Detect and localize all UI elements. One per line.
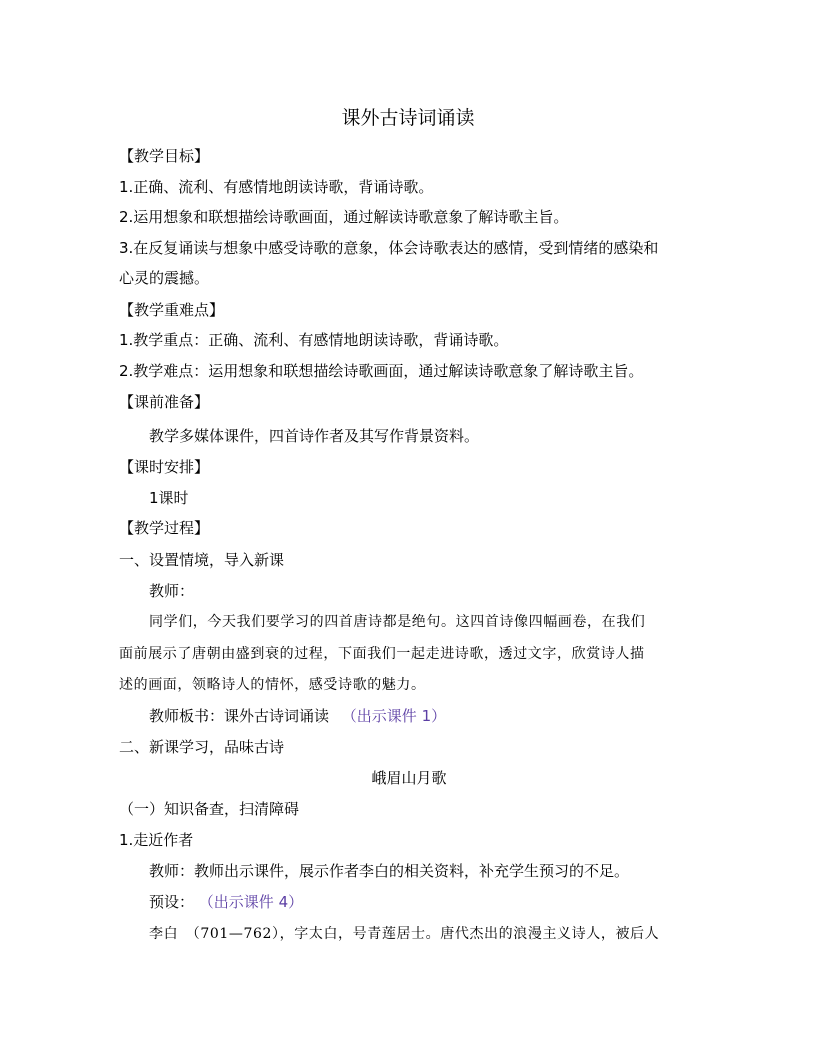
intro-line-3: 述的画面，领略诗人的情怀，感受诗歌的魅力。 [119, 677, 426, 693]
intro-line-1: 同学们，今天我们要学习的四首唐诗都是绝句。这四首诗像四幅画卷，在我们 [149, 614, 646, 630]
objective-2: 2.运用想象和联想描绘诗歌画面，通过解读诗歌意象了解诗歌主旨。 [119, 208, 569, 226]
part1-heading: 一、设置情境，导入新课 [119, 551, 285, 569]
keypoint-2: 2.教学难点：运用想象和联想描绘诗歌画面，通过解读诗歌意象了解诗歌主旨。 [119, 362, 644, 380]
keypoint-1: 1.教学重点：正确、流利、有感情地朗读诗歌，背诵诗歌。 [119, 331, 509, 349]
process-heading: 【教学过程】 [119, 519, 210, 537]
part2-heading: 二、新课学习，品味古诗 [119, 738, 285, 756]
preset-label: 预设： [149, 893, 195, 911]
schedule-text: 1课时 [149, 489, 189, 507]
prep-heading: 【课前准备】 [119, 393, 210, 411]
objective-1: 1.正确、流利、有感情地朗读诗歌，背诵诗歌。 [119, 178, 434, 196]
board-note: （出示课件 1） [341, 707, 447, 725]
poem-title: 峨眉山月歌 [371, 769, 447, 787]
objectives-heading: 【教学目标】 [119, 147, 210, 165]
schedule-heading: 【课时安排】 [119, 458, 210, 476]
intro-line-2: 面前展示了唐朝由盛到衰的过程，下面我们一起走进诗歌，透过文字，欣赏诗人描 [119, 646, 645, 662]
libai-line: 李白 （701—762），字太白，号青莲居士。唐代杰出的浪漫主义诗人，被后人 [149, 926, 660, 942]
author-heading: 1.走近作者 [119, 831, 194, 849]
sub1-heading: （一）知识备查，扫清障碍 [119, 800, 300, 818]
objective-3-line-1: 3.在反复诵读与想象中感受诗歌的意象，体会诗歌表达的感情，受到情绪的感染和 [119, 239, 659, 257]
board-text: 教师板书：课外古诗词诵读 [149, 707, 330, 725]
preset-line [119, 892, 729, 912]
preset-note: （出示课件 4） [198, 893, 304, 911]
prep-text: 教学多媒体课件，四首诗作者及其写作背景资料。 [149, 427, 480, 445]
document-title: 课外古诗词诵读 [341, 107, 475, 129]
objective-3-line-2: 心灵的震撼。 [119, 269, 210, 287]
teacher-label: 教师： [149, 582, 195, 600]
author-text: 教师：教师出示课件，展示作者李白的相关资料，补充学生预习的不足。 [149, 862, 630, 880]
keypoints-heading: 【教学重难点】 [119, 301, 225, 319]
board-line [119, 706, 729, 726]
